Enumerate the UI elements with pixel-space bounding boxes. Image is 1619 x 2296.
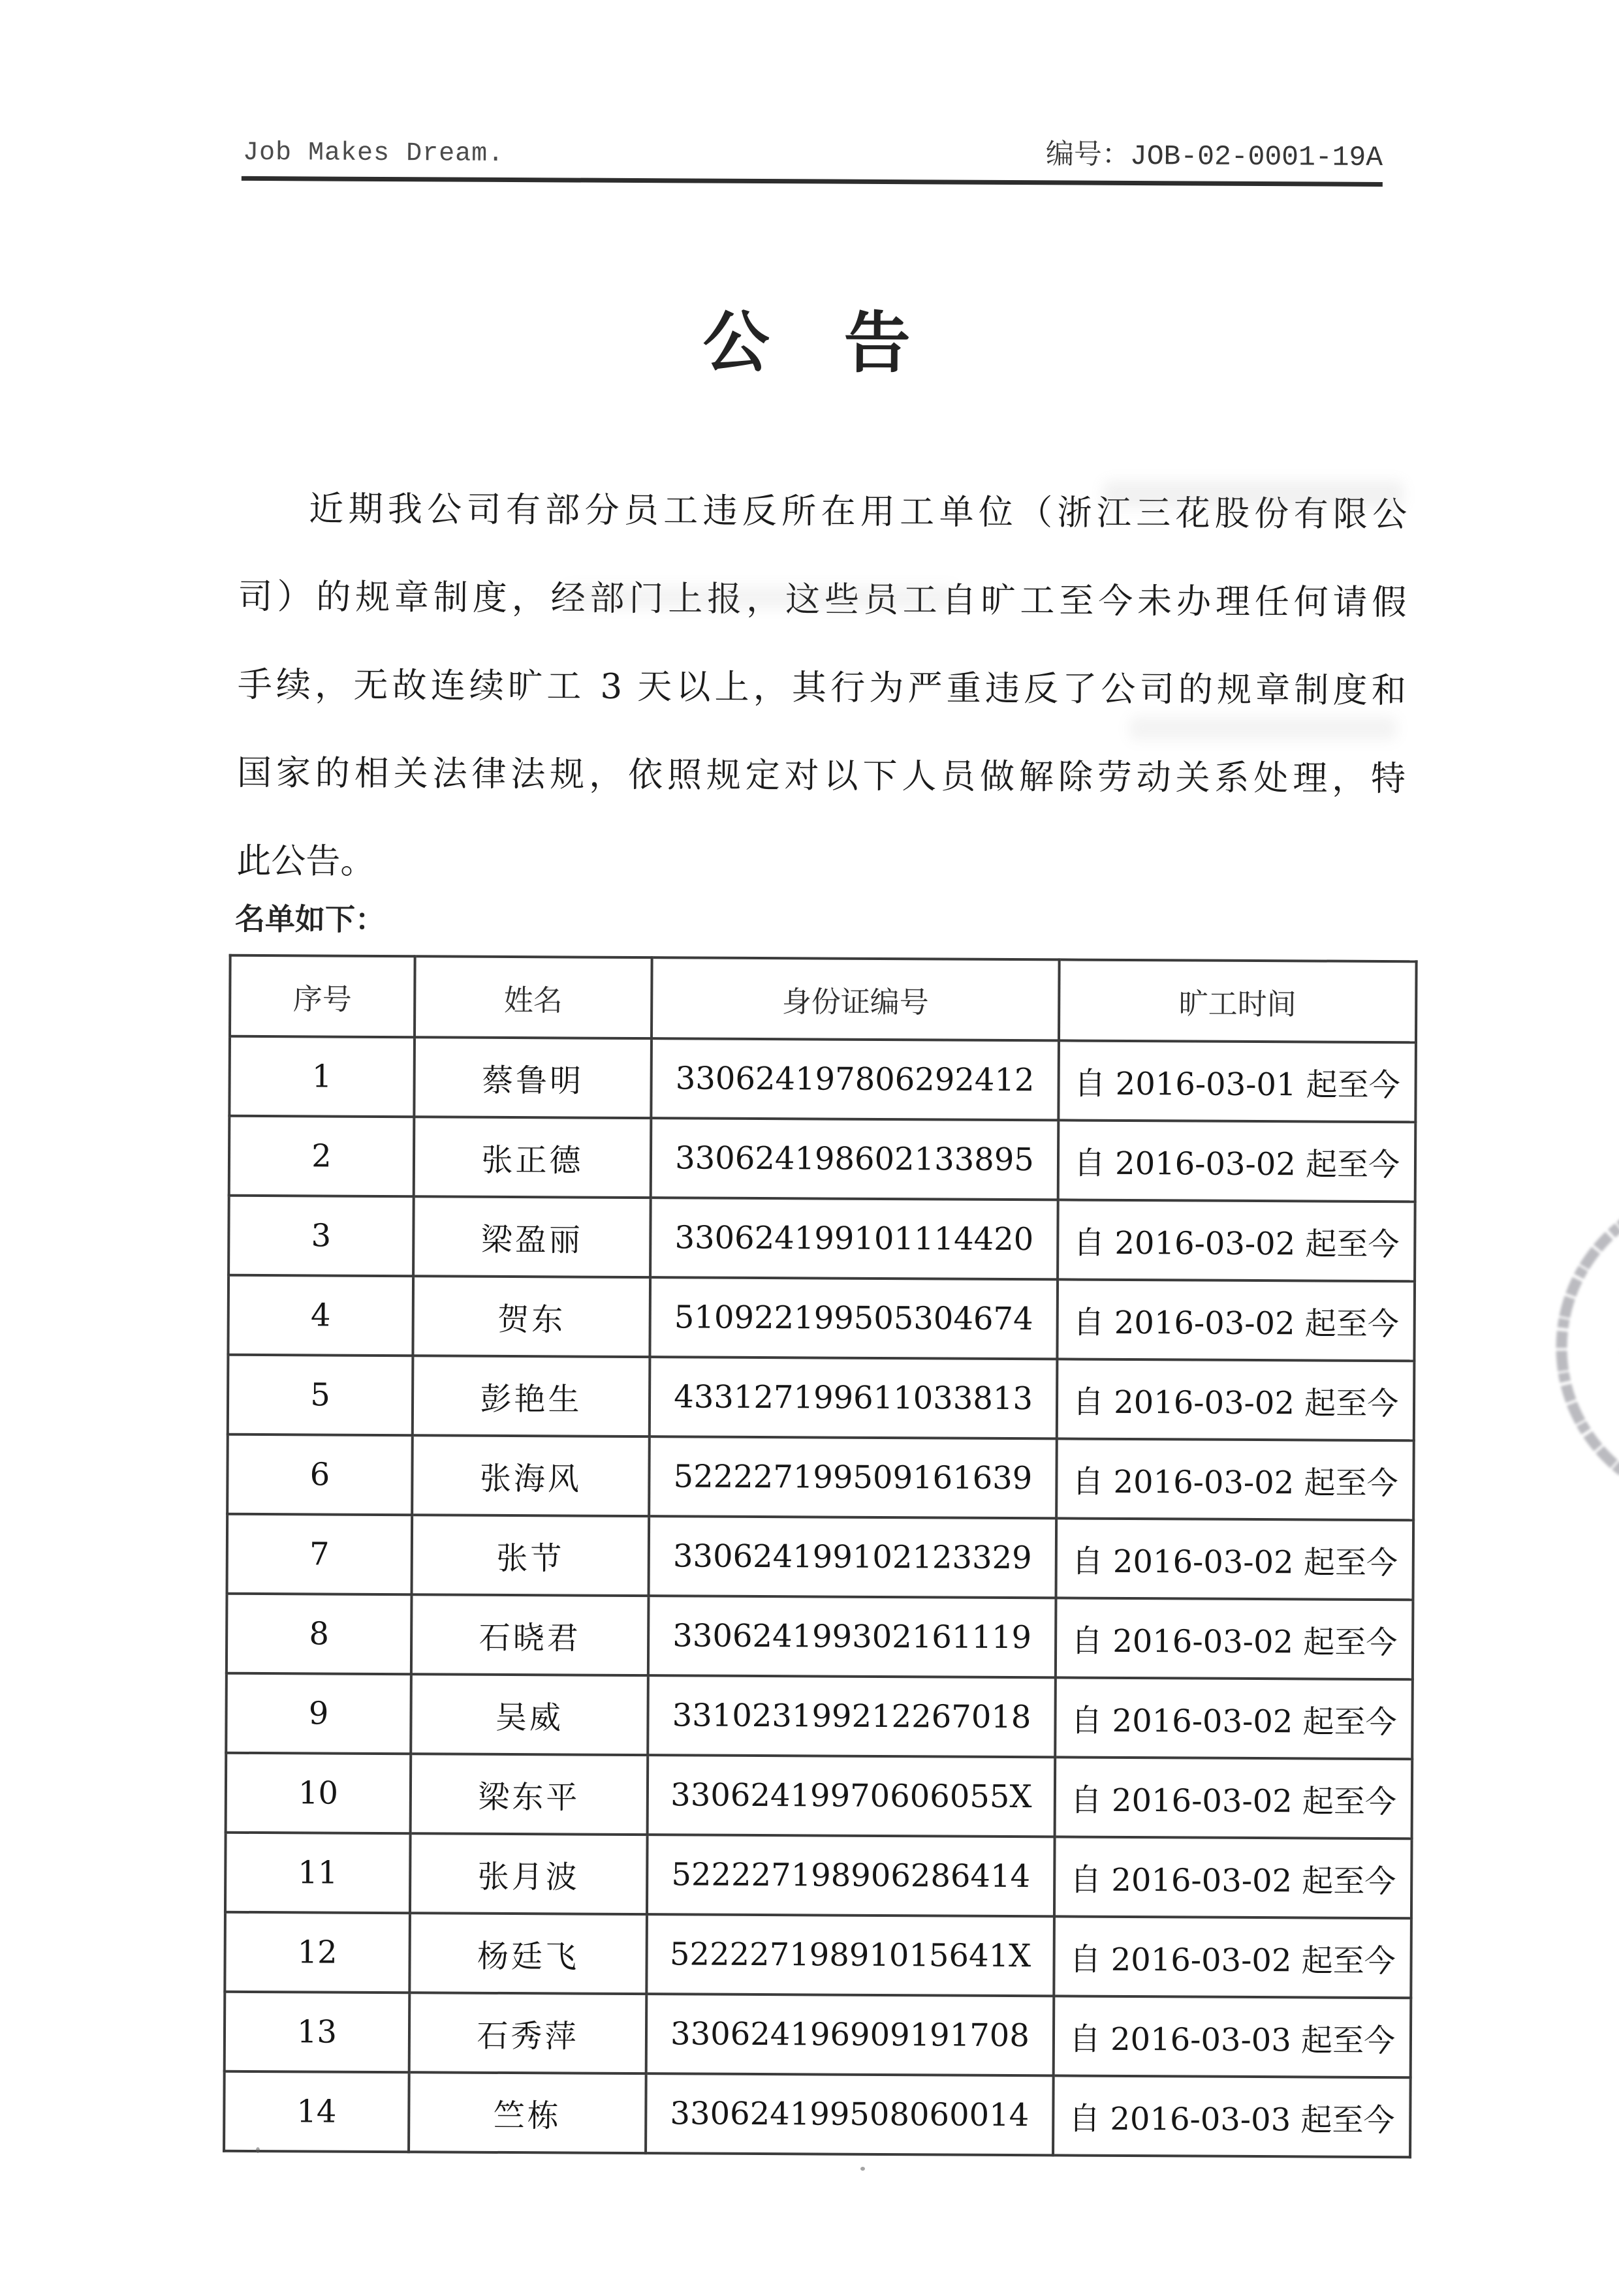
cell-absence-period: 自 2016-03-02 起至今 (1056, 1598, 1413, 1679)
cell-name: 张节 (412, 1515, 650, 1596)
page-header (243, 128, 1383, 174)
cell-id-number: 52222719891015641X (646, 1914, 1054, 1996)
cell-absence-period: 自 2016-03-01 起至今 (1058, 1040, 1416, 1122)
cell-id-number: 330624199302161119 (648, 1596, 1056, 1677)
cell-seq: 5 (228, 1355, 413, 1435)
cell-id-number: 433127199611033813 (650, 1357, 1058, 1438)
table-body (224, 1036, 1416, 2157)
partial-seal-bleedthrough (1534, 1155, 1619, 1547)
table-row (229, 1036, 1416, 1123)
table-row (227, 1594, 1413, 1680)
cell-absence-period: 自 2016-03-02 起至今 (1056, 1518, 1414, 1600)
table-row (229, 1116, 1416, 1202)
cell-id-number: 330624197806292412 (651, 1038, 1059, 1120)
cell-absence-period: 自 2016-03-03 起至今 (1053, 2075, 1411, 2157)
cell-seq: 13 (225, 1992, 410, 2072)
scan-speck (256, 2147, 260, 2153)
cell-seq: 14 (224, 2071, 409, 2152)
cell-id-number: 331023199212267018 (648, 1675, 1056, 1757)
table-row (228, 1355, 1415, 1441)
cell-seq: 9 (226, 1673, 411, 1754)
cell-absence-period: 自 2016-03-02 起至今 (1054, 1916, 1411, 1998)
table-row (226, 1673, 1413, 1760)
paragraph-line: 国家的相关法律法规，依照规定对以下人员做解除劳动关系处理，特 (236, 752, 1406, 799)
cell-seq: 8 (227, 1594, 412, 1674)
absence-roster-table (223, 954, 1418, 2159)
cell-id-number: 510922199505304674 (650, 1277, 1058, 1359)
cell-id-number: 330624199508060014 (646, 2073, 1054, 2155)
column-header: 序号 (230, 955, 415, 1037)
cell-seq: 4 (228, 1275, 413, 1356)
paragraph-line: 手续，无故连续旷工 3 天以上，其行为严重违反了公司的规章制度和 (237, 664, 1406, 711)
cell-absence-period: 自 2016-03-02 起至今 (1055, 1677, 1413, 1759)
cell-name: 吴威 (411, 1674, 648, 1755)
cell-name: 竺栋 (409, 2072, 646, 2153)
table-row (226, 1753, 1413, 1839)
cell-id-number: 522227199509161639 (649, 1436, 1057, 1518)
header-slogan-text: Job Makes Dream. (242, 138, 505, 169)
cell-absence-period: 自 2016-03-02 起至今 (1057, 1279, 1415, 1361)
cell-seq: 1 (229, 1036, 415, 1117)
cell-name: 蔡鲁明 (414, 1037, 652, 1118)
table-header-row (230, 955, 1417, 1043)
cell-name: 石秀萍 (409, 1993, 647, 2073)
cell-name: 张正德 (414, 1117, 652, 1198)
paragraph-line: 此公告。 (236, 841, 375, 882)
table-row (227, 1514, 1414, 1600)
cell-name: 彭艳生 (413, 1356, 650, 1436)
column-header: 旷工时间 (1059, 959, 1417, 1042)
cell-seq: 6 (227, 1435, 413, 1515)
table-row (225, 1833, 1412, 1919)
paragraph-line: 近期我公司有部分员工违反所在用工单位（浙江三花股份有限公 (309, 489, 1407, 535)
cell-absence-period: 自 2016-03-02 起至今 (1054, 1837, 1412, 1918)
cell-seq: 12 (225, 1912, 410, 1993)
announcement-title: 公 告 (702, 303, 915, 383)
header-divider-line (242, 176, 1383, 187)
table-row (227, 1435, 1414, 1521)
column-header: 姓名 (415, 956, 652, 1038)
cell-id-number: 330624196909191708 (646, 1994, 1054, 2075)
cell-seq: 7 (227, 1514, 413, 1594)
cell-absence-period: 自 2016-03-02 起至今 (1058, 1200, 1415, 1281)
column-header: 身份证编号 (652, 957, 1060, 1040)
paragraph-line: 司）的规章制度，经部门上报，这些员工自旷工至今未办理任何请假 (238, 576, 1407, 623)
cell-id-number: 330624199102123329 (649, 1516, 1057, 1598)
announcement-paragraph (236, 465, 1407, 911)
cell-seq: 2 (229, 1116, 415, 1196)
scan-speck (860, 2167, 865, 2171)
cell-name: 张海风 (412, 1435, 650, 1516)
cell-name: 贺东 (413, 1276, 650, 1357)
cell-id-number: 522227198906286414 (647, 1835, 1055, 1916)
cell-name: 石晓君 (411, 1594, 649, 1675)
cell-seq: 3 (228, 1196, 414, 1276)
cell-absence-period: 自 2016-03-02 起至今 (1056, 1438, 1414, 1520)
table-row (225, 1992, 1411, 2078)
table-row (225, 1912, 1411, 1998)
header-doc-number: 编号：JOB-02-0001-19A (1045, 140, 1383, 174)
list-intro-label: 名单如下： (234, 901, 386, 938)
table-row (224, 2071, 1411, 2158)
cell-name: 张月波 (410, 1833, 648, 1914)
cell-absence-period: 自 2016-03-02 起至今 (1057, 1359, 1415, 1440)
cell-seq: 11 (225, 1833, 411, 1913)
cell-absence-period: 自 2016-03-03 起至今 (1054, 1996, 1411, 2077)
cell-seq: 10 (226, 1753, 411, 1833)
table-row (228, 1275, 1415, 1361)
cell-name: 杨廷飞 (409, 1913, 647, 1994)
cell-name: 梁东平 (411, 1754, 648, 1835)
cell-id-number: 330624198602133895 (651, 1118, 1059, 1200)
cell-absence-period: 自 2016-03-02 起至今 (1055, 1757, 1413, 1838)
cell-name: 梁盈丽 (413, 1196, 651, 1277)
cell-id-number: 330624199101114420 (650, 1198, 1058, 1279)
cell-absence-period: 自 2016-03-02 起至今 (1058, 1120, 1416, 1202)
cell-id-number: 33062419970606055X (648, 1755, 1056, 1837)
table-row (228, 1196, 1415, 1282)
